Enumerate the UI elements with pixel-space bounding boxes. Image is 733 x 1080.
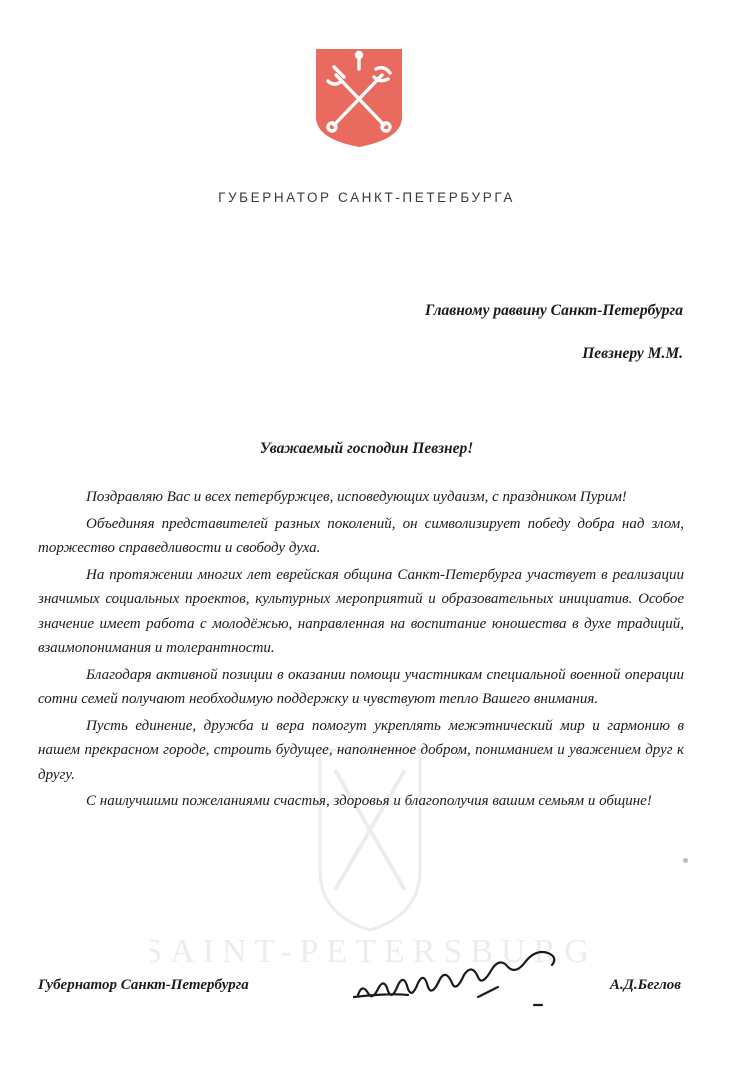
letter-body — [38, 485, 684, 816]
watermark-text: SAINT-PETERSBURG — [150, 933, 590, 970]
salutation: Уважаемый господин Певзнер! — [259, 440, 474, 457]
paragraph: Объединяя представителей разных поколений, он символизирует победу добра над злом, торжество справедливости и свободу духа. — [38, 515, 684, 556]
st-petersburg-coat-of-arms-icon — [314, 47, 404, 149]
signatory-title: Губернатор Санкт-Петербурга — [38, 977, 249, 993]
paragraph: Благодаря активной позиции в оказании помощи участникам специальной военной операции сотни семей получают необходимую поддержку и чувствуют тепло Вашего внимания. — [38, 666, 684, 707]
paragraph: С наилучшими пожеланиями счастья, здоровья и благополучия вашим семьям и общине! — [86, 793, 652, 809]
paragraph: Поздравляю Вас и всех петербуржцев, исповедующих иудаизм, с праздником Пурим! — [86, 489, 627, 505]
organization-title: ГУБЕРНАТОР САНКТ-ПЕТЕРБУРГА — [218, 190, 515, 205]
margin-dot — [683, 858, 688, 863]
handwritten-signature-icon — [348, 935, 583, 1015]
signatory-name: А.Д.Беглов — [609, 977, 681, 993]
paragraph: Пусть единение, дружба и вера помогут укреплять межэтнический мир и гармонию в нашем прекрасном городе, строить будущее, наполненное добром, пониманием и уважением друг к другу. — [38, 717, 684, 783]
paragraph: На протяжении многих лет еврейская община Санкт-Петербурга участвует в реализации значимых социальных проектов, культурных мероприятий и образовательных инициатив. Особое значение имеет работа с молодёжью, направленная на воспитание юношества в духе традиций, взаимопонимания и толерантности. — [38, 566, 684, 656]
addressee-line-1: Главному раввину Санкт-Петербурга — [425, 302, 683, 319]
addressee-line-2: Певзнеру М.М. — [582, 345, 683, 362]
